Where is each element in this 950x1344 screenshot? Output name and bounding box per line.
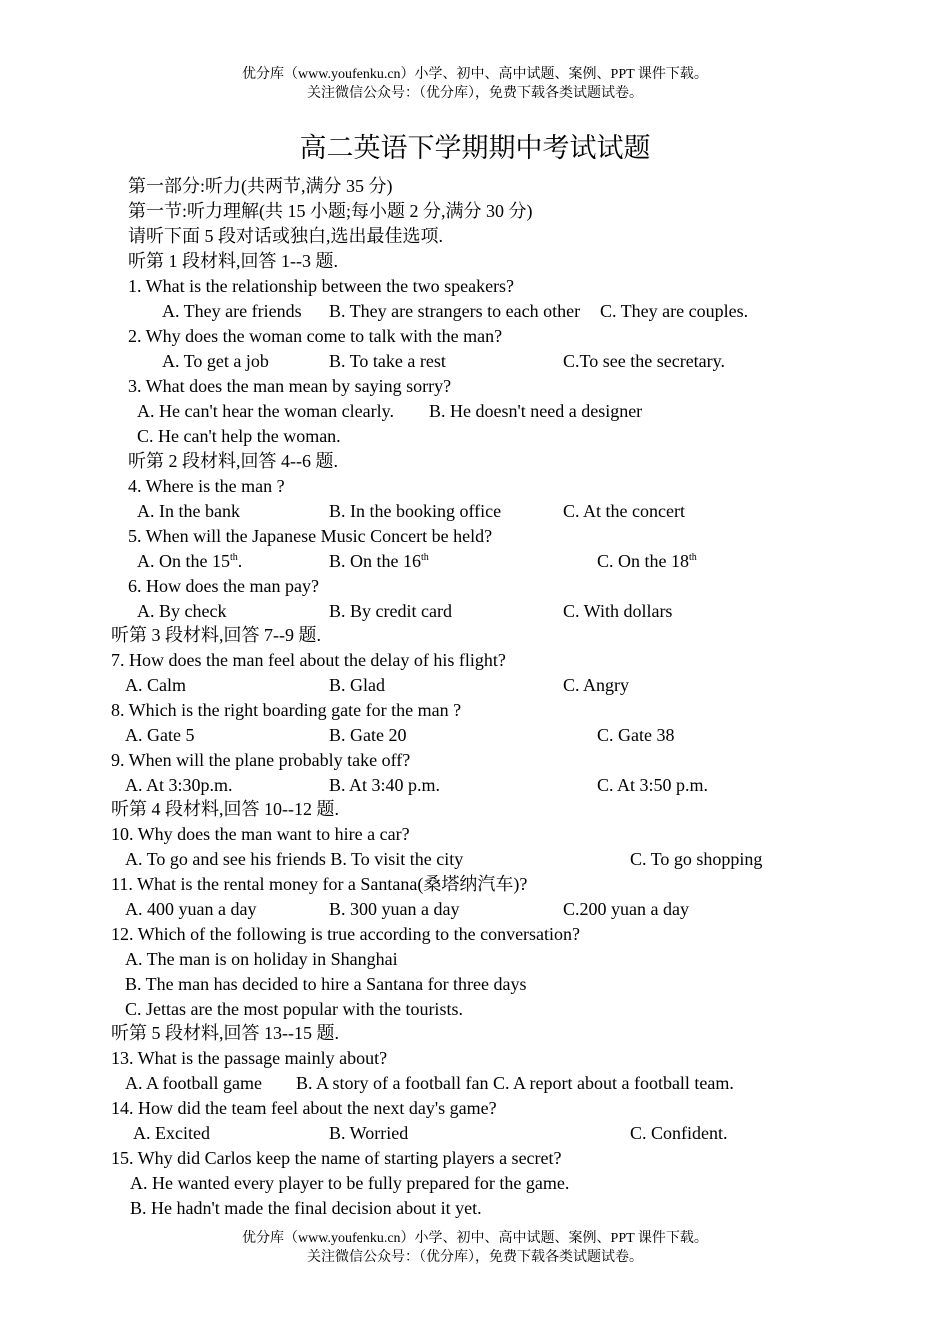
q5-option-a: A. On the 15th. bbox=[137, 551, 243, 571]
question-8: 8. Which is the right boarding gate for the man ? bbox=[111, 700, 462, 720]
q8-option-c: C. Gate 38 bbox=[597, 725, 675, 745]
q7-option-a: A. Calm bbox=[125, 675, 186, 695]
q15-option-b: B. He hadn't made the final decision about it yet. bbox=[130, 1198, 482, 1218]
passage-4-heading: 听第 4 段材料,回答 10--12 题. bbox=[111, 799, 339, 819]
q4-option-b: B. In the booking office bbox=[329, 501, 502, 521]
q4-option-a: A. In the bank bbox=[137, 501, 240, 521]
q1-option-b: B. They are strangers to each other bbox=[329, 301, 581, 321]
q9-option-b: B. At 3:40 p.m. bbox=[329, 775, 441, 795]
q2-option-b: B. To take a rest bbox=[329, 351, 446, 371]
footer-line-2: 关注微信公众号：（优分库），免费下载各类试题试卷。 bbox=[307, 1250, 643, 1265]
q6-option-b: B. By credit card bbox=[329, 601, 452, 621]
question-6: 6. How does the man pay? bbox=[128, 576, 319, 596]
q7-option-b: B. Glad bbox=[329, 675, 385, 695]
q14-option-c: C. Confident. bbox=[630, 1123, 728, 1143]
question-14: 14. How did the team feel about the next day's game? bbox=[111, 1098, 497, 1118]
question-5: 5. When will the Japanese Music Concert be held? bbox=[128, 526, 493, 546]
q4-option-c: C. At the concert bbox=[563, 501, 685, 521]
footer-line-1: 优分库（www.youfenku.cn）小学、初中、高中试题、案例、PPT 课件下载。 bbox=[242, 1231, 708, 1246]
q9-option-a: A. At 3:30p.m. bbox=[125, 775, 233, 795]
header-line-1: 优分库（www.youfenku.cn）小学、初中、高中试题、案例、PPT 课件下载。 bbox=[242, 67, 708, 82]
q3-option-b: B. He doesn't need a designer bbox=[429, 401, 643, 421]
q1-option-c: C. They are couples. bbox=[600, 301, 749, 321]
q6-option-a: A. By check bbox=[137, 601, 227, 621]
part-heading: 第一部分:听力(共两节,满分 35 分) bbox=[128, 176, 393, 196]
q11-option-a: A. 400 yuan a day bbox=[125, 899, 257, 919]
q12-option-a: A. The man is on holiday in Shanghai bbox=[125, 949, 398, 969]
question-2: 2. Why does the woman come to talk with the man? bbox=[128, 326, 503, 346]
q5-option-b: B. On the 16th bbox=[329, 551, 429, 571]
q13-option-a: A. A football game bbox=[125, 1073, 262, 1093]
q14-option-a: A. Excited bbox=[133, 1123, 210, 1143]
q7-option-c: C. Angry bbox=[563, 675, 630, 695]
question-15: 15. Why did Carlos keep the name of starting players a secret? bbox=[111, 1148, 562, 1168]
question-1: 1. What is the relationship between the two speakers? bbox=[128, 276, 515, 296]
page-title: 高二英语下学期期中考试试题 bbox=[299, 133, 651, 164]
q6-option-c: C. With dollars bbox=[563, 601, 673, 621]
q2-option-c: C.To see the secretary. bbox=[563, 351, 725, 371]
q8-option-a: A. Gate 5 bbox=[125, 725, 195, 745]
question-13: 13. What is the passage mainly about? bbox=[111, 1048, 388, 1068]
q12-option-b: B. The man has decided to hire a Santana for three days bbox=[125, 974, 527, 994]
question-9: 9. When will the plane probably take off? bbox=[111, 750, 411, 770]
q10-option-c: C. To go shopping bbox=[630, 849, 763, 869]
question-12: 12. Which of the following is true according to the conversation? bbox=[111, 924, 581, 944]
q5-option-c: C. On the 18th bbox=[597, 551, 697, 571]
question-11: 11. What is the rental money for a Santana(桑塔纳汽车)? bbox=[111, 874, 528, 894]
q2-option-a: A. To get a job bbox=[162, 351, 269, 371]
q1-option-a: A. They are friends bbox=[162, 301, 302, 321]
q11-option-b: B. 300 yuan a day bbox=[329, 899, 460, 919]
q9-option-c: C. At 3:50 p.m. bbox=[597, 775, 709, 795]
q8-option-b: B. Gate 20 bbox=[329, 725, 407, 745]
question-4: 4. Where is the man ? bbox=[128, 476, 285, 496]
q13-options-b-c: B. A story of a football fan C. A report about a football team. bbox=[296, 1073, 734, 1093]
question-10: 10. Why does the man want to hire a car? bbox=[111, 824, 410, 844]
q3-option-c: C. He can't help the woman. bbox=[137, 426, 341, 446]
q11-option-c: C.200 yuan a day bbox=[563, 899, 689, 919]
q14-option-b: B. Worried bbox=[329, 1123, 409, 1143]
passage-5-heading: 听第 5 段材料,回答 13--15 题. bbox=[111, 1023, 339, 1043]
passage-2-heading: 听第 2 段材料,回答 4--6 题. bbox=[128, 451, 338, 471]
passage-3-heading: 听第 3 段材料,回答 7--9 题. bbox=[111, 625, 321, 645]
q10-options-a-b: A. To go and see his friends B. To visit the city bbox=[125, 849, 464, 869]
header-line-2: 关注微信公众号：（优分库），免费下载各类试题试卷。 bbox=[307, 86, 643, 101]
question-3: 3. What does the man mean by saying sorry? bbox=[128, 376, 452, 396]
q15-option-a: A. He wanted every player to be fully prepared for the game. bbox=[130, 1173, 570, 1193]
passage-1-heading: 听第 1 段材料,回答 1--3 题. bbox=[128, 251, 338, 271]
instruction: 请听下面 5 段对话或独白,选出最佳选项. bbox=[128, 226, 443, 246]
section-heading: 第一节:听力理解(共 15 小题;每小题 2 分,满分 30 分) bbox=[128, 201, 533, 221]
question-7: 7. How does the man feel about the delay of his flight? bbox=[111, 650, 506, 670]
q3-option-a: A. He can't hear the woman clearly. bbox=[137, 401, 394, 421]
q12-option-c: C. Jettas are the most popular with the tourists. bbox=[125, 999, 463, 1019]
